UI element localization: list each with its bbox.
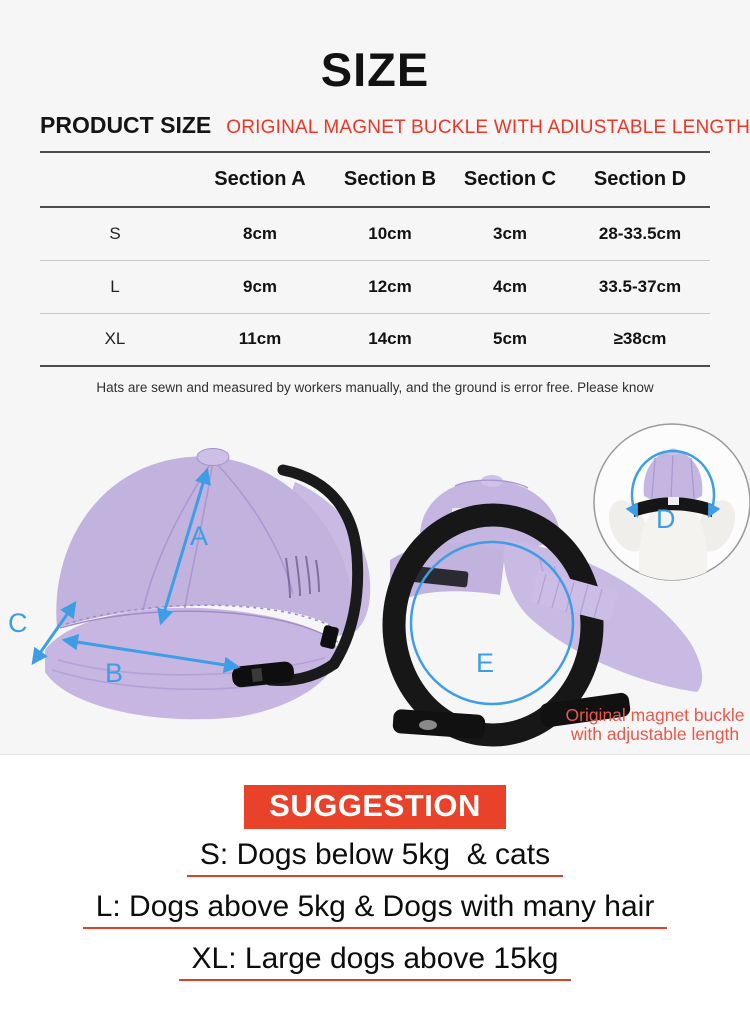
size-table-corner-cell [40,152,190,207]
cell-xl-section-b: 14cm [368,329,412,349]
size-table-header-row [40,152,710,207]
measurement-disclaimer: Hats are sewn and measured by workers manually, and the ground is error free. Please know [96,380,654,395]
cell-l-section-b: 12cm [368,276,412,296]
table-row-xl [40,313,710,366]
size-table [40,151,710,367]
row-label-s: S [109,223,121,243]
dog-figurine-inset [594,424,750,588]
measure-label-c: C [8,608,28,638]
table-row-l [40,260,710,313]
cap-side-view-photo [8,449,370,720]
suggestion-item-s [0,838,750,877]
cell-s-section-a: 8cm [242,223,278,243]
suggestion-item-l [0,890,750,929]
product-size-header [40,112,750,139]
cell-xl-section-d: ≥38cm [613,329,667,349]
table-row-s [40,207,710,260]
row-label-xl: XL [104,329,126,349]
suggestion-item-xl-text: XL: Large dogs above 15kg [179,942,572,981]
cell-xl-section-a: 11cm [238,329,282,349]
cell-l-section-a: 9cm [242,276,278,296]
column-header-section-d: Section D [593,168,687,190]
suggestion-item-xl [0,942,750,981]
product-size-label: PRODUCT SIZE [40,112,212,138]
cell-s-section-c: 3cm [492,223,528,243]
cell-xl-section-c: 5cm [492,329,528,349]
column-header-section-a: Section A [214,168,306,190]
page-title: SIZE [320,43,430,96]
buckle-caption-line2: with adjustable length [570,724,740,744]
suggestion-item-l-text: L: Dogs above 5kg & Dogs with many hair [83,890,668,929]
buckle-caption-line1: Original magnet buckle [565,705,745,725]
measure-label-d: D [656,504,676,534]
cell-l-section-d: 33.5-37cm [598,276,682,296]
row-label-l: L [110,276,120,296]
suggestion-heading: SUGGESTION [244,785,506,829]
measure-label-a: A [190,521,209,551]
measure-label-b: B [105,658,124,688]
cell-s-section-d: 28-33.5cm [598,223,682,243]
product-photos [0,420,750,756]
suggestion-section [0,785,750,829]
column-header-section-c: Section C [463,168,557,190]
cell-s-section-b: 10cm [368,223,412,243]
suggestion-item-s-text: S: Dogs below 5kg & cats [187,838,563,877]
measure-label-e: E [476,648,495,678]
cell-l-section-c: 4cm [492,276,528,296]
product-size-subtitle: ORIGINAL MAGNET BUCKLE WITH ADIUSTABLE LENGTH [226,117,750,138]
column-header-section-b: Section B [343,168,437,190]
